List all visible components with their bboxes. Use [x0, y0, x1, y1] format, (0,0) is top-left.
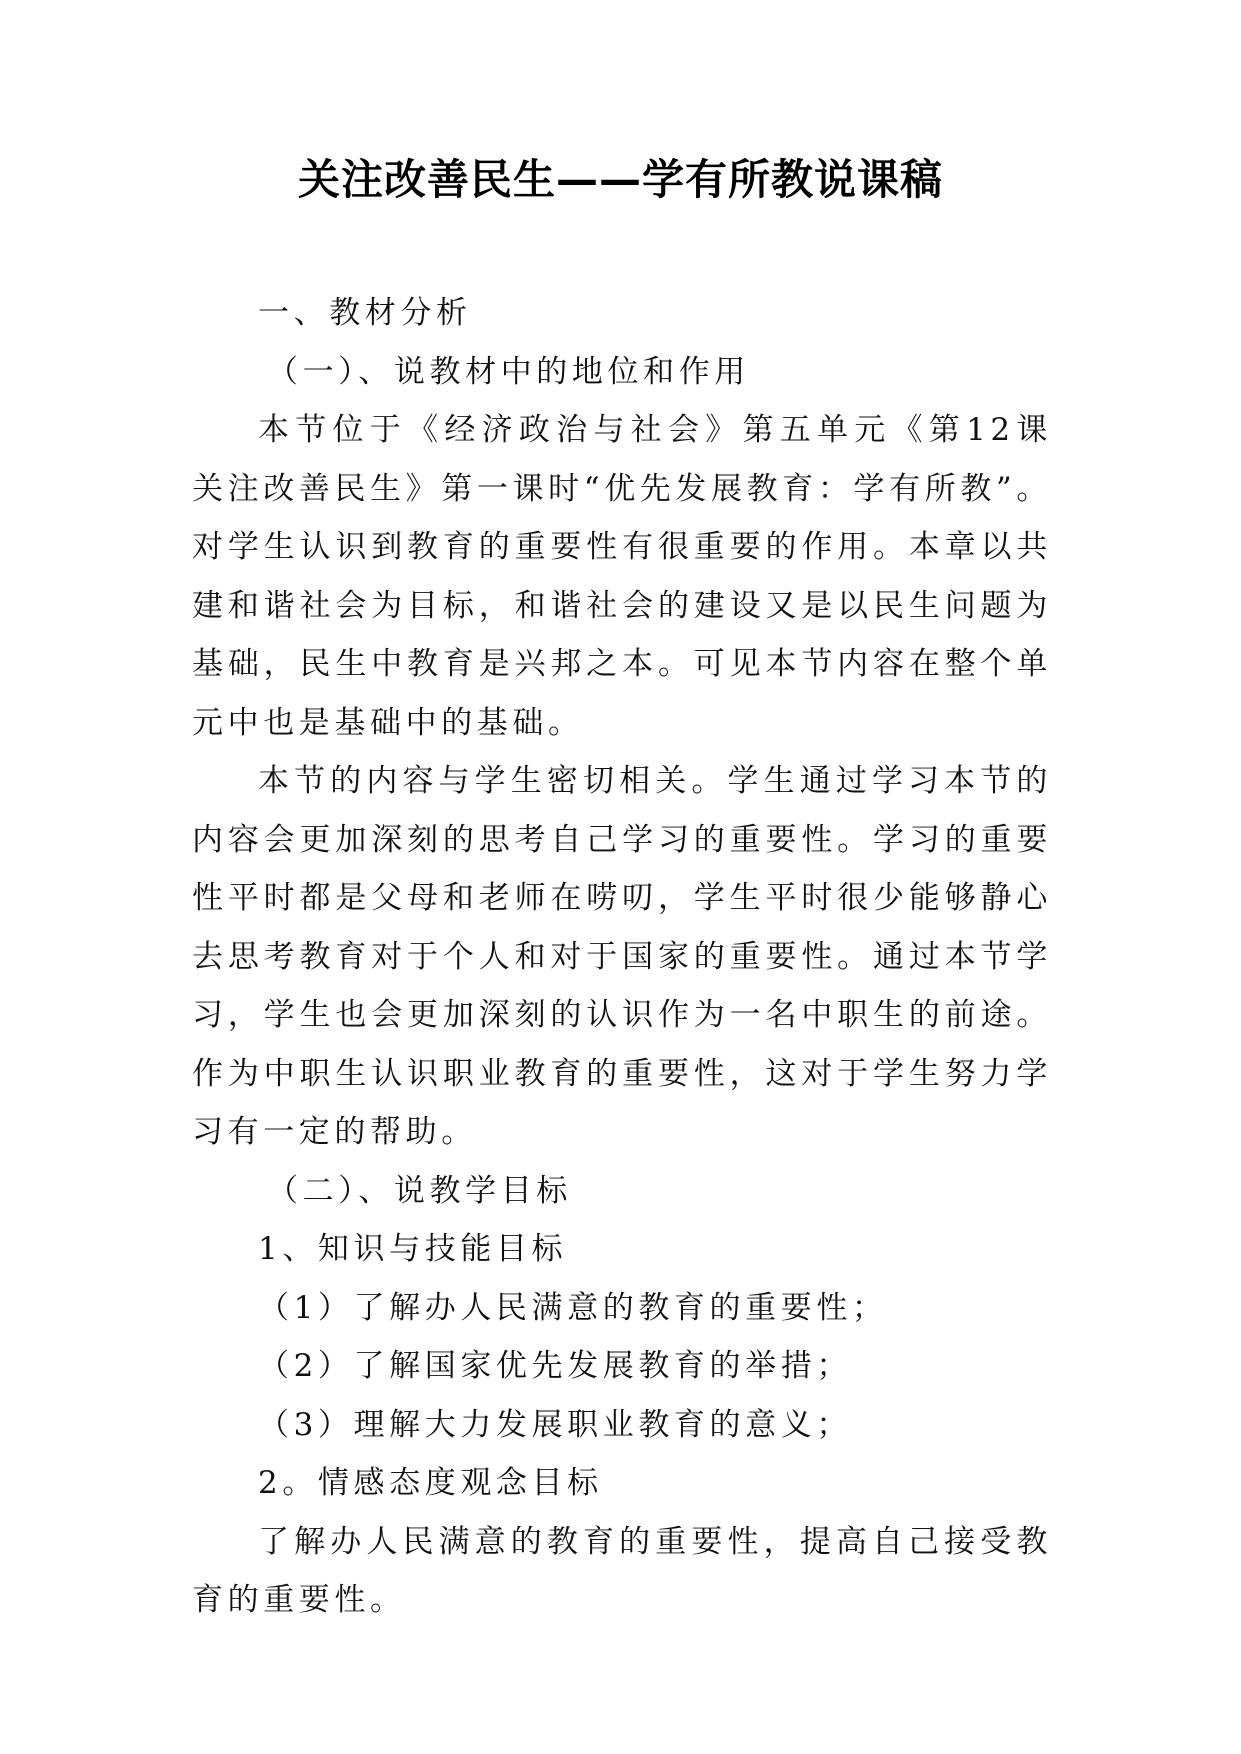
goal-heading-emotion-attitude: 2。情感态度观念目标	[258, 1465, 603, 1501]
paragraph-lesson-position: 本节位于《经济政治与社会》第五单元《第12课关注改善民生》第一课时“优先发展教育：学有所教”。对学生认识到教育的重要性有很重要的作用。本章以共建和谐社会为目标，和谐社会的建设又是以民生问题为基础，民生中教育是兴邦之本。可见本节内容在整个单元中也是基础中的基础。	[192, 412, 1052, 741]
goal-heading-knowledge-skills: 1、知识与技能目标	[258, 1231, 568, 1267]
document-body	[192, 284, 1052, 1630]
paragraph-emotion-goal: 了解办人民满意的教育的重要性，提高自己接受教育的重要性。	[192, 1523, 1052, 1618]
goal-item-3: （3）理解大力发展职业教育的意义；	[258, 1406, 852, 1443]
goal-item-2: （2）了解国家优先发展教育的举措；	[258, 1348, 852, 1384]
subsection-heading-teaching-goals: （二）、说教学目标	[267, 1172, 572, 1209]
subsection-heading-position-and-role: （一）、说教材中的地位和作用	[267, 353, 750, 390]
section-heading-teaching-material-analysis: 一、教材分析	[258, 295, 472, 331]
paragraph-student-relevance: 本节的内容与学生密切相关。学生通过学习本节的内容会更加深刻的思考自己学习的重要性。学习的重要性平时都是父母和老师在唠叨，学生平时很少能够静心去思考教育对于个人和对于国家的重要性。通过本节学习，学生也会更加深刻的认识作为一名中职生的前途。作为中职生认识职业教育的重要性，这对于学生努力学习有一定的帮助。	[192, 763, 1052, 1150]
goal-item-1: （1）了解办人民满意的教育的重要性；	[258, 1289, 888, 1326]
document-title: 关注改善民生——学有所教说课稿	[297, 155, 943, 204]
